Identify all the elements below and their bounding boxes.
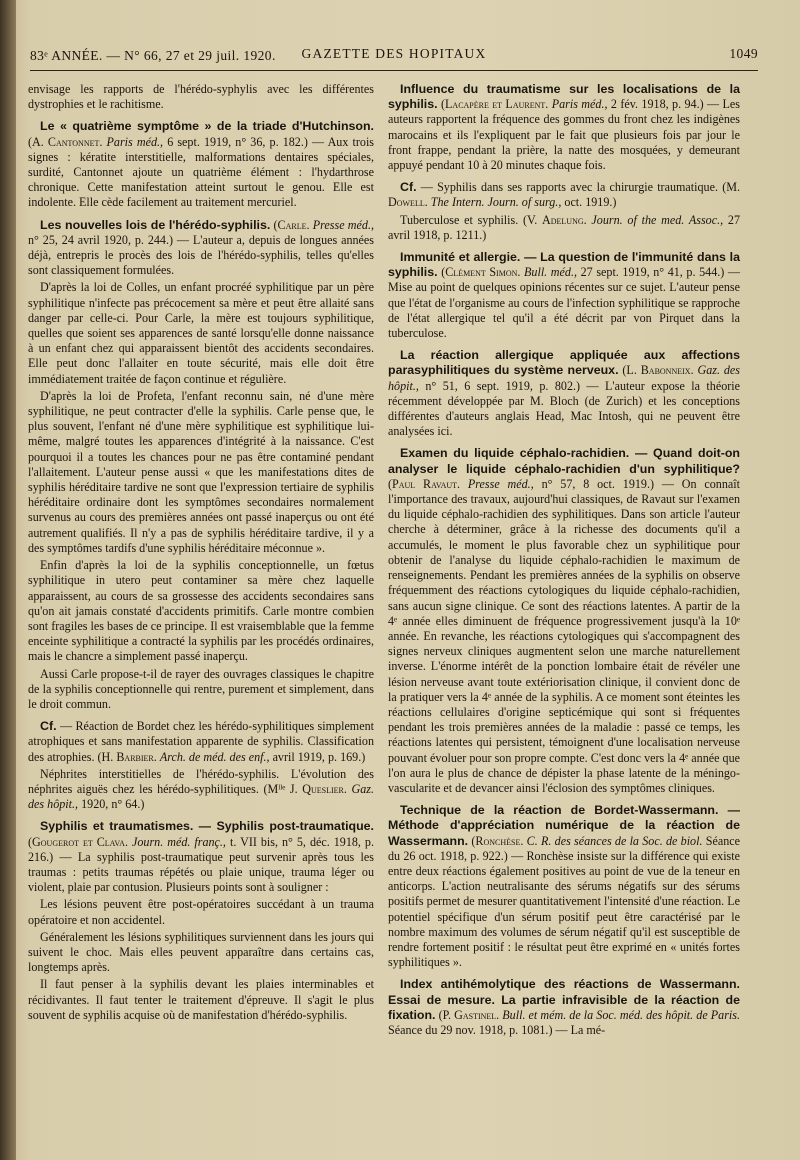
page-header	[30, 44, 758, 66]
article-index-antihemolytique	[388, 977, 740, 1038]
author: (P. Gastinel.	[438, 1007, 500, 1022]
paragraph: Il faut penser à la syphilis devant les plaies interminables et récidivantes. Il faut tenter le traitement d'épreuve. Il s'agit le plus souvent de syphilis acquise où de manifestation d'hérédo-syphilis.	[28, 977, 374, 1022]
article-immunite	[388, 250, 740, 341]
article-title: Les nouvelles lois de l'hérédo-syphilis.	[40, 217, 271, 232]
article-title: Index antihémolytique des réactions de Wassermann. Essai de mesure. La partie infravisible de la réaction de fixation.	[388, 977, 740, 1022]
journal-title: GAZETTE DES HOPITAUX	[301, 46, 487, 61]
cf-entry	[388, 180, 740, 210]
author: (Gougerot et Clava.	[28, 834, 128, 849]
cf-entry	[28, 767, 374, 813]
paragraph: Aussi Carle propose-t-il de rayer des ouvrages classiques le chapitre de la syphilis conceptionnelle qui rentre, purement et simplement, dans le droit commun.	[28, 666, 374, 711]
author: Barbier.	[116, 749, 157, 764]
article-reaction-allergique	[388, 348, 740, 439]
journal: Gaz. des hôpit.,	[28, 781, 374, 812]
article-title: Examen du liquide céphalo-rachidien. — Quand doit-on analyser le liquide céphalo-rachidien d'un syphilitique?	[388, 446, 740, 476]
author: (Paul Ravaut.	[388, 476, 461, 491]
citation: Séance du 29 nov. 1918, p. 1081.) — La mé-	[388, 1022, 606, 1037]
citation: n° 51, 6 sept. 1919, p. 802.) — L'auteur expose la théorie récemment développée par M. Bloch (de Zurich) et les conceptions différentes d'auteurs anglais Head, Mac Intosh, qui ne peuvent être analysées ici.	[388, 378, 741, 439]
citation: n° 57, 8 oct. 1919.) — On connaît l'importance des travaux, aujourd'hui classiques, de Ravaut sur l'examen du liquide céphalo-rachidien des syphilitiques. Dans son article l'auteur cherche à déterminer, grâce à la richesse des documents qu'il a accumulés, le moment le plus favorable chez un syphilitique pour obtenir de l'analyse du liquide céphalo-rachidien le maximum de renseignements. Pendant les premières années de la syphilis on observe fréquemment des réactions cytologiques du liquide céphalo-rachidien, sans aucun signe clinique. Ce sont des réactions latentes. A partir de la 4ᵉ année elles diminuent de fréquence progressivement jusqu'à la 10ᵉ année. En revanche, les réactions cytologiques qui s'accompagnent des signes nerveux cliniques augmentent selon une marche naturellement inverse. L'énorme intérêt de la ponction lombaire était de révéler une lésion nerveuse avant toute extériorisation clinique, il convient donc de la pratiquer vers la 4ᵉ année de la syphilis. A ce moment sont éteintes les réactions cellulaires d'origine septicémique qui sont si fréquentes pendant les trois premières années de la maladie : passé ce temps, les réactions latentes qui persistent, témoignent d'une localisation nerveuse pouvant évoluer pour son propre compte. C'est donc vers la 4ᵉ année que l'on aura le plus de chance de dépister la phase latente de la méningo-vascularite et de devancer ainsi l'éclosion des symptômes cliniques.	[388, 476, 740, 795]
page-number: 1049	[729, 46, 758, 61]
author: (Ronchèse.	[471, 833, 524, 848]
article-traumatismes	[28, 819, 374, 895]
binding-gutter	[0, 0, 16, 1160]
author: A. Cantonnet.	[32, 134, 103, 149]
article-title: La réaction allergique appliquée aux affections parasyphilitiques du système nerveux.	[388, 348, 740, 378]
right-column	[388, 82, 740, 1045]
article-title: Immunité et allergie. — La question de l'immunité dans la syphilis.	[388, 250, 740, 280]
issue-info: 83ᵉ ANNÉE. — N° 66, 27 et 29 juil. 1920.	[30, 48, 276, 63]
author: (Lacapère et Laurent.	[441, 97, 549, 112]
cf-text: — Réaction de Bordet chez les hérédo-syphilitiques simplement atrophiques et sans manifestation apparente de syphilis. Classification des atrophies. (H.	[28, 719, 374, 764]
journal: Paris méd.,	[551, 97, 608, 112]
journal: C. R. des séances de la Soc. de biol.	[526, 833, 703, 848]
citation: avril 1919, p. 169.)	[272, 749, 366, 764]
citation: oct. 1919.)	[564, 195, 617, 210]
journal: Journ. of the med. Assoc.,	[591, 212, 724, 227]
journal: Bull. méd.,	[524, 265, 578, 280]
author: Adelung.	[542, 212, 587, 227]
author: Dowell.	[388, 195, 428, 210]
journal: Paris méd.,	[106, 134, 164, 149]
citation: 6 sept. 1919, n° 36, p. 182.) —	[167, 134, 325, 149]
paragraph: Généralement les lésions syphilitiques surviennent dans les jours qui suivent le choc. Mais elles peuvent apparaître dans certains cas, longtemps après.	[28, 929, 374, 975]
journal: Arch. de méd. des enf.,	[159, 749, 270, 764]
citation: 1920, n° 64.)	[81, 797, 145, 812]
journal: Bull. et mém. de la Soc. méd. des hôpit. de Paris.	[502, 1007, 741, 1022]
paragraph: Aux trois signes : kératite interstitielle, malformations dentaires spéciales, surdité, Cantonnet ajoute un quatrième élément : l'hydarthrose chronique. Cette manifestation atteint surtout le genou. Elle est indolente. Elle cède facilement au traitement mercuriel.	[28, 134, 375, 210]
journal: Presse méd.,	[467, 476, 534, 491]
citation: Séance du 26 oct. 1918, p. 922.) — Ronchèse insiste sur la différence qui existe entre deux réactions également positives au point de vue de la teneur en anticorps. L'action neutralisante des sérums négatifs sur des sérums positifs permet de mesurer quantitativement l'intensité d'une réaction. Le potentiel spécifique d'un sérum positif peut être caractérisé par le nombre maximum des volumes de sérum négatif qu'il est susceptible de rendre fortement positif : le résultat peut être exprimé en « unités fortes syphilitiques ».	[388, 833, 741, 970]
article-lois-heredo	[28, 218, 374, 279]
paragraph: Enfin d'après la loi de la syphilis conceptionnelle, un fœtus syphilitique in utero peut contaminer sa mère chez laquelle apparaissent, au cours de sa grossesse des accidents secondaires sans qu'on ait jamais constaté d'accidents primitifs. Carle montre combien sont fragiles les bases de ce principe. Il est vraisemblable que la femme enceinte syphilitique a contracté la syphilis par les procédés ordinaires, mais le chancre a simplement passé inaperçu.	[28, 558, 374, 664]
cf-label: Cf.	[400, 180, 417, 195]
left-column	[28, 82, 374, 1030]
author: Queslier.	[302, 781, 347, 796]
paragraph: Les lésions peuvent être post-opératoires succédant à un trauma opératoire et non accidentel.	[28, 897, 374, 927]
citation: 2 fév. 1918, p. 94.) — Les auteurs rapportent la fréquence des gommes du front chez les indigènes marocains et ils l'expliquent par le fait que plusieurs fois par jour le front frappe, pendant la prière, la natte des mosquées, y demeurant appuyé pendant 10 à 20 minutes chaque fois.	[388, 97, 740, 173]
citation: 27 avril 1918, p. 1211.)	[388, 212, 740, 242]
article-liquide-cephalo	[388, 446, 740, 796]
journal: Gaz. des hôpit.,	[388, 363, 740, 393]
cf-text: Néphrites interstitielles de l'hérédo-syphilis. L'évolution des néphrites aiguës chez les hérédo-syphilitiques. (Mˡˡᵉ J.	[28, 766, 374, 796]
article-title: Influence du traumatisme sur les localisations de la syphilis.	[388, 82, 740, 112]
article-bordet-wassermann	[388, 803, 740, 970]
author: (Clément Simon.	[441, 265, 521, 280]
journal: Presse méd.,	[312, 217, 374, 232]
cf-text: Tuberculose et syphilis. (V.	[400, 212, 538, 227]
citation: 27 sept. 1919, n° 41, p. 544.) — Mise au point de quelques opinions récentes sur ce sujet. L'auteur pense que l'état de l'organisme au cours de l'infection syphilitique se rapproche de l'état allergique tel qu'il a été décrit par von Pirquet dans la tuberculose.	[388, 265, 740, 341]
cf-entry	[28, 719, 374, 765]
cf-entry	[388, 213, 740, 243]
paragraph: D'après la loi de Colles, un enfant procréé syphilitique par un père syphilitique n'infecte pas précocement sa mère et peut être allaité sans danger par celle-ci. Pour Carle, la mère est toujours syphilitique, quelles que soient ses apparences de santé lorsqu'elle donne naissance à un enfant chez qui apparaissent bientôt des accidents secondaires. Elle peut donc l'allaiter en toute sécurité, mais elle doit être immédiatement traitée de façon continue et régulière.	[28, 280, 374, 386]
header-rule	[30, 70, 758, 71]
citation: n° 25, 24 avril 1920, p. 244.) — L'auteur a, depuis de longues années déjà, entrepris le procès des lois de l'hérédo-syphilis, telles qu'elles sont classiquement formulées.	[28, 232, 374, 278]
article-title: Technique de la réaction de Bordet-Wassermann. — Méthode d'appréciation numérique de la réaction de Wassermann.	[388, 803, 740, 848]
author: (Carle.	[273, 217, 310, 232]
article-hutchinson: Le « quatrième symptôme » de la triade d'Hutchinson. (A. Cantonnet. Paris méd., 6 sept. 1919, n° 36, p. 182.) — Aux trois signes : kératite interstitielle, malformations dentaires spéciales, surdité, Cantonnet ajoute un quatrième élément : l'hydarthrose chronique. Cette manifestation atteint surtout le genou. Elle est indolente. Elle cède facilement au traitement mercuriel.	[28, 119, 375, 210]
author: (L. Babonneix.	[622, 363, 694, 378]
cf-label: Cf.	[40, 719, 57, 734]
paragraph: envisage les rapports de l'hérédo-syphylis avec les différentes dystrophies et le rachitisme.	[28, 82, 374, 112]
journal: The Intern. Journ. of surg.,	[430, 195, 562, 210]
cf-text: — Syphilis dans ses rapports avec la chirurgie traumatique. (M.	[420, 180, 740, 195]
article-title: Syphilis et traumatismes. — Syphilis post-traumatique.	[40, 819, 374, 834]
citation: t. VII bis, n° 5, déc. 1918, p. 216.) — La syphilis post-traumatique peut survenir après tous les traumas : petits traumas répétés ou plaie unique, trauma léger ou violent, plaie par contusion. Plusieurs points sont à souligner :	[28, 834, 375, 895]
article-influence-traumatisme	[388, 82, 740, 173]
article-title: Le « quatrième symptôme » de la triade d'Hutchinson.	[40, 119, 374, 134]
journal: Journ. méd. franç.,	[131, 834, 226, 849]
paragraph: D'après la loi de Profeta, l'enfant reconnu sain, né d'une mère syphilitique, ne peut contracter d'elle la syphilis. Carle pense que, le plus souvent, l'enfant né d'une mère syphilitique est syphilitique lui-même, malgré toutes les apparences d'intégrité à la naissance. C'est pourquoi il a toutes les chances pour ne pas être contaminé pendant l'allaitement. L'auteur pense aussi « que les manifestations dites de syphilis héréditaire tardive ne sont que l'expression tertiaire de syphilis héréditaire ordinaire dont les symptômes secondaires normalement survenus au cours des premières années ont passé inaperçus ou ont été autrement qualifiés. Il n'y a pas de syphilis héréditaire tardive, il y a des symptômes tardifs d'une syphilis héréditaire méconnue ».	[28, 388, 374, 555]
